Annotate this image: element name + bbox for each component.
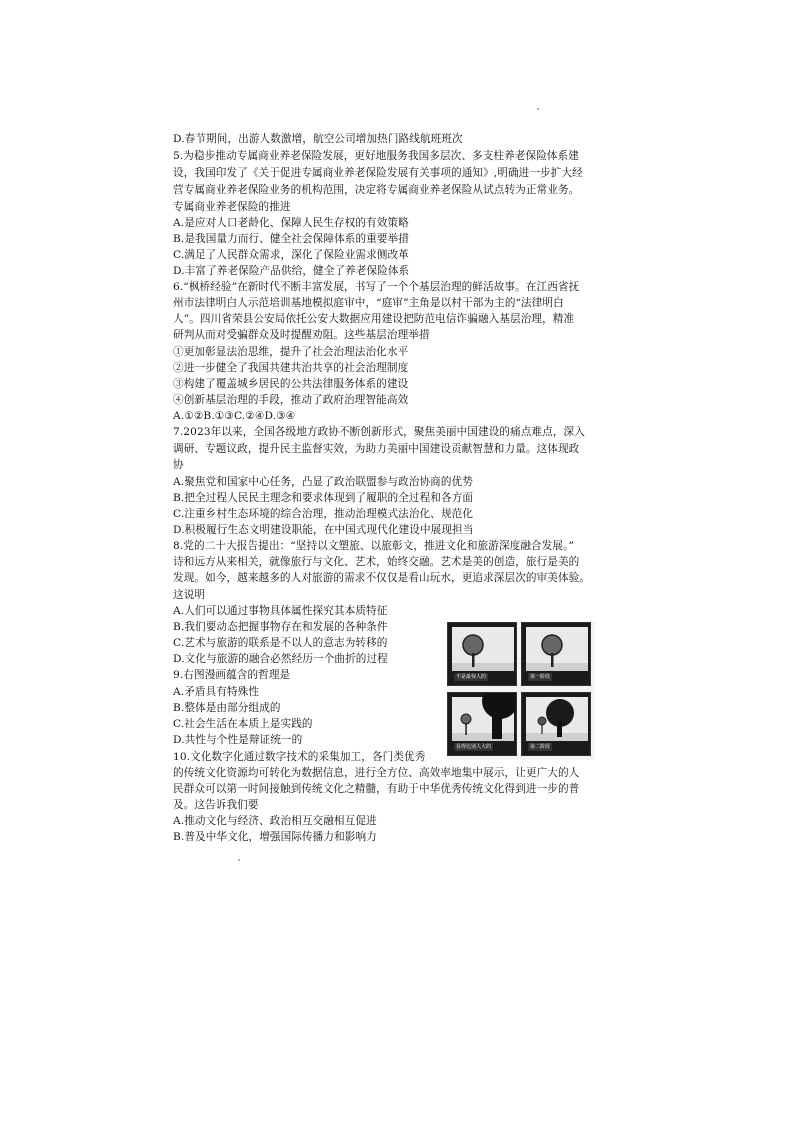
text-line: B.是我国量力而行、健全社会保障体系的重要举措 [173, 233, 409, 245]
comic-panel-4 [521, 692, 591, 756]
text-line: 6.“枫桥经验”在新时代不断丰富发展，书写了一个个基层治理的鲜活故事。在江西省抚 [173, 281, 580, 293]
text-line: 民群众可以第一时间接触到传统文化之精髓，有助于中华优秀传统文化得到进一步的普 [173, 783, 580, 795]
comic-caption: 第一阶段 [530, 674, 551, 680]
text-line: D.春节期间，出游人数激增，航空公司增加热门路线航班班次 [173, 133, 463, 145]
text-line: 7.2023年以来，全国各级地方政协不断创新形式，聚焦美丽中国建设的痛点难点，深入 [173, 426, 585, 438]
text-line: 9.右图漫画蕴含的哲理是 [173, 669, 291, 681]
text-line: D.文化与旅游的融合必然经历一个曲折的过程 [173, 653, 388, 665]
comic-caption: 不是最惊人的 [456, 674, 487, 680]
text-line: 研判从而对受骗群众及时提醒劝阻。这些基层治理举措 [173, 329, 430, 341]
text-line: 调研、专题议政，提升民主监督实效，为助力美丽中国建设贡献智慧和力量。这体现政 [173, 443, 580, 455]
text-line: 8.党的二十大报告提出：“坚持以文塑旅、以旅彰文，推进文化和旅游深度融合发展。” [173, 540, 575, 552]
text-line: C.社会生活在本质上是实践的 [173, 718, 313, 730]
text-line: 人”。四川省荣县公安局依托公安大数据应用建设把防范电信诈骗融入基层治理，精准 [173, 313, 575, 325]
text-line: 专属商业养老保险的推进 [173, 201, 291, 213]
text-line: C.艺术与旅游的联系是不以人的意志为转移的 [173, 637, 388, 649]
text-line: 协 [173, 459, 184, 471]
text-line: 州市法律明白人示范培训基地模拟庭审中，“庭审”主角是以村干部为主的“法律明白 [173, 297, 564, 309]
text-line: 发现。如今，越来越多的人对旅游的需求不仅仅是看山玩水，更追求深层次的审美体验。 [173, 572, 591, 584]
text-line: A.是应对人口老龄化、保障人民生存权的有效策略 [173, 217, 409, 229]
text-line: A.聚焦党和国家中心任务，凸显了政治联盟参与政治协商的优势 [173, 476, 473, 488]
text-line: ③构建了覆盖城乡居民的公共法律服务体系的建设 [173, 378, 409, 390]
text-line: 营专属商业养老保险业务的机构范围，决定将专属商业养老保险从试点转为正常业务。 [173, 184, 580, 196]
text-line: ④创新基层治理的手段，推动了政府治理智能高效 [173, 394, 409, 406]
comic-panel-1 [447, 622, 517, 686]
comic-figure [447, 622, 595, 760]
text-line: D.共性与个性是辩证统一的 [173, 734, 303, 746]
scan-speck [238, 859, 240, 861]
scan-speck [537, 108, 539, 110]
text-line: 设，我国印发了《关于促进专属商业养老保险发展有关事项的通知》,明确进一步扩大经 [173, 167, 583, 179]
text-line: 诗和远方从来相关，就像旅行与文化、艺术，始终交融。艺术是美的创造，旅行是美的 [173, 556, 580, 568]
text-line: 的传统文化资源均可转化为数据信息，进行全方位、高效率地集中展示，让更广大的人 [173, 767, 580, 779]
text-line: B.把全过程人民民主理念和要求体现到了履职的全过程和各方面 [173, 492, 474, 504]
text-line: ①更加彰显法治思维，提升了社会治理法治化水平 [173, 346, 409, 358]
text-line: C.满足了人民群众需求，深化了保险业需求侧改革 [173, 249, 409, 261]
text-line: C.注重乡村生态环境的综合治理，推动治理模式法治化、规范化 [173, 508, 474, 520]
text-line: 及。这告诉我们要 [173, 799, 259, 811]
text-line: 这说明 [173, 589, 206, 601]
text-line: A.推动文化与经济、政治相互交融相互促进 [173, 815, 377, 827]
text-line: B.普及中华文化，增强国际传播力和影响力 [173, 831, 377, 843]
text-line: A.矛盾具有特殊性 [173, 686, 260, 698]
comic-panel-2 [521, 622, 591, 686]
comic-caption: 第二阶段 [530, 744, 551, 750]
text-line: 5.为稳步推动专属商业养老保险发展，更好地服务我国多层次、多支柱养老保险体系建 [173, 150, 579, 162]
text-line: 10.文化数字化通过数字技术的采集加工，各门类优秀 [173, 751, 426, 763]
text-line: A.人们可以通过事物具体属性探究其本质特征 [173, 605, 388, 617]
text-line: B.整体是由部分组成的 [173, 702, 281, 714]
comic-caption: 显得比别人大的 [456, 744, 492, 750]
text-line: A.①②B.①③C.②④D.③④ [173, 410, 296, 422]
text-line: B.我们要动态把握事物存在和发展的各种条件 [173, 621, 388, 633]
comic-panel-3 [447, 692, 517, 756]
text-line: D.积极履行生态文明建设职能，在中国式现代化建设中展现担当 [173, 524, 474, 536]
text-line: D.丰富了养老保险产品供给，健全了养老保险体系 [173, 265, 410, 277]
text-line: ②进一步健全了我国共建共治共享的社会治理制度 [173, 362, 409, 374]
